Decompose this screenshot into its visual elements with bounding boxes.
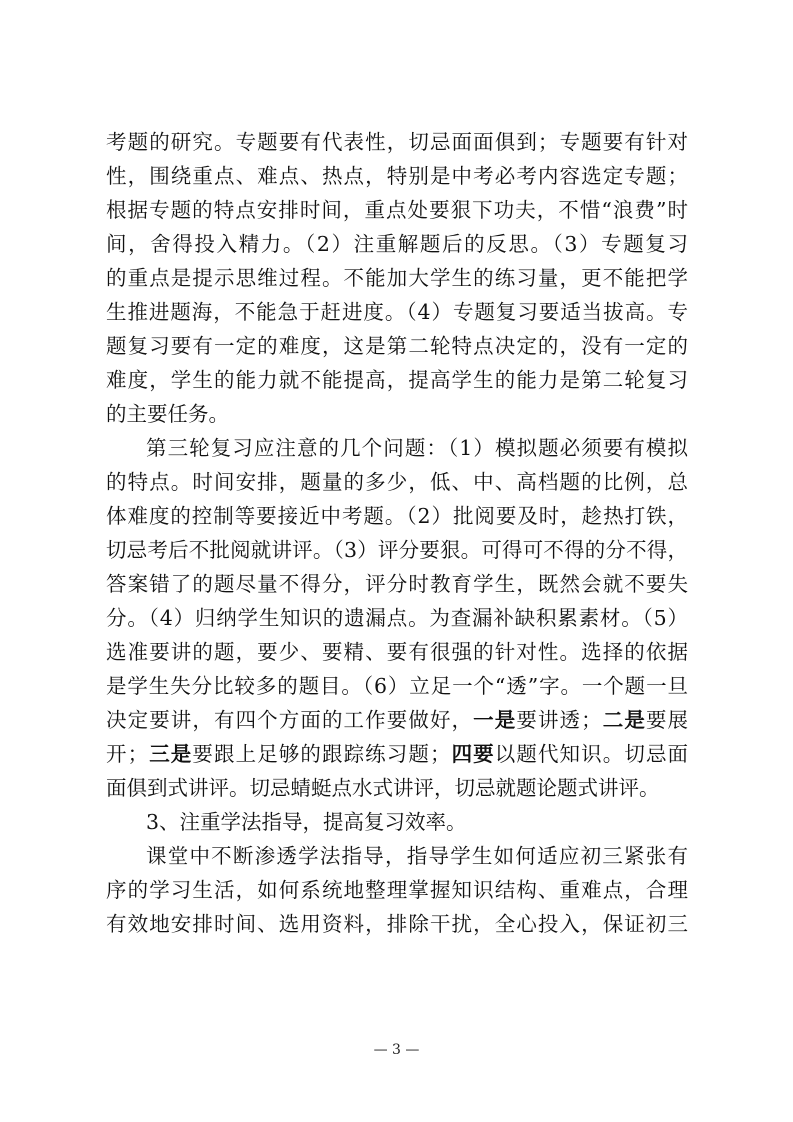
paragraph-line: 的重点是提示思维过程。不能加大学生的练习量，更不能把学 (106, 266, 688, 290)
paragraph-line: 根据专题的特点安排时间，重点处要狠下功夫，不惜“浪费”时 (106, 198, 688, 222)
text-run: 以题代知识。切忌面 (494, 742, 688, 766)
text-run: 要跟上足够的跟踪练习题； (192, 742, 451, 766)
page-number: — 3 — (373, 1042, 420, 1058)
paragraph-line: 考题的研究。专题要有代表性，切忌面面俱到；专题要有针对 (106, 130, 688, 154)
paragraph-line: 有效地安排时间、选用资料，排除干扰，全心投入，保证初三 (106, 912, 688, 936)
paragraph-line: 第三轮复习应注意的几个问题：（1）模拟题必须要有模拟 (146, 436, 688, 460)
paragraph-line (106, 737, 688, 771)
paragraph-line: 难度，学生的能力就不能提高，提高学生的能力是第二轮复习 (106, 368, 688, 392)
paragraph-line: 答案错了的题尽量不得分，评分时教育学生，既然会就不要失 (106, 572, 688, 596)
paragraph-line: 间，舍得投入精力。（2）注重解题后的反思。（3）专题复习 (106, 232, 688, 256)
paragraph-line: 选准要讲的题，要少、要精、要有很强的针对性。选择的依据 (106, 640, 688, 664)
paragraph-line: 的特点。时间安排，题量的多少，低、中、高档题的比例，总 (106, 470, 688, 494)
text-run: 要展 (645, 708, 688, 732)
paragraph-line: 性，围绕重点、难点、热点，特别是中考必考内容选定专题； (106, 164, 688, 188)
paragraph-line: 序的学习生活，如何系统地整理掌握知识结构、重难点，合理 (106, 878, 688, 902)
paragraph-line (106, 703, 688, 737)
text-run: 开； (106, 742, 149, 766)
emphasis-text: 四要 (450, 742, 495, 766)
paragraph-line: 切忌考后不批阅就讲评。（3）评分要狠。可得可不得的分不得， (106, 538, 688, 562)
paragraph-line: 体难度的控制等要接近中考题。（2）批阅要及时，趁热打铁， (106, 504, 688, 528)
paragraph-line: 题复习要有一定的难度，这是第二轮特点决定的，没有一定的 (106, 334, 688, 358)
section-heading: 3、注重学法指导，提高复习效率。 (146, 810, 467, 834)
paragraph-line: 面俱到式讲评。切忌蜻蜓点水式讲评，切忌就题论题式讲评。 (106, 776, 660, 800)
paragraph-line: 是学生失分比较多的题目。（6）立足一个“透”字。一个题一旦 (106, 674, 688, 698)
emphasis-text: 三是 (148, 742, 193, 766)
text-run: 决定要讲，有四个方面的工作要做好， (106, 708, 474, 732)
emphasis-text: 二是 (601, 708, 646, 732)
paragraph-line: 的主要任务。 (106, 402, 229, 426)
text-run: 要讲透； (516, 708, 602, 732)
emphasis-text: 一是 (473, 708, 517, 732)
paragraph-line: 生推进题海，不能急于赶进度。（4）专题复习要适当拔高。专 (106, 300, 688, 324)
paragraph-line: 课堂中不断渗透学法指导，指导学生如何适应初三紧张有 (146, 844, 688, 868)
paragraph-line: 分。（4）归纳学生知识的遗漏点。为查漏补缺积累素材。（5） (106, 606, 688, 630)
